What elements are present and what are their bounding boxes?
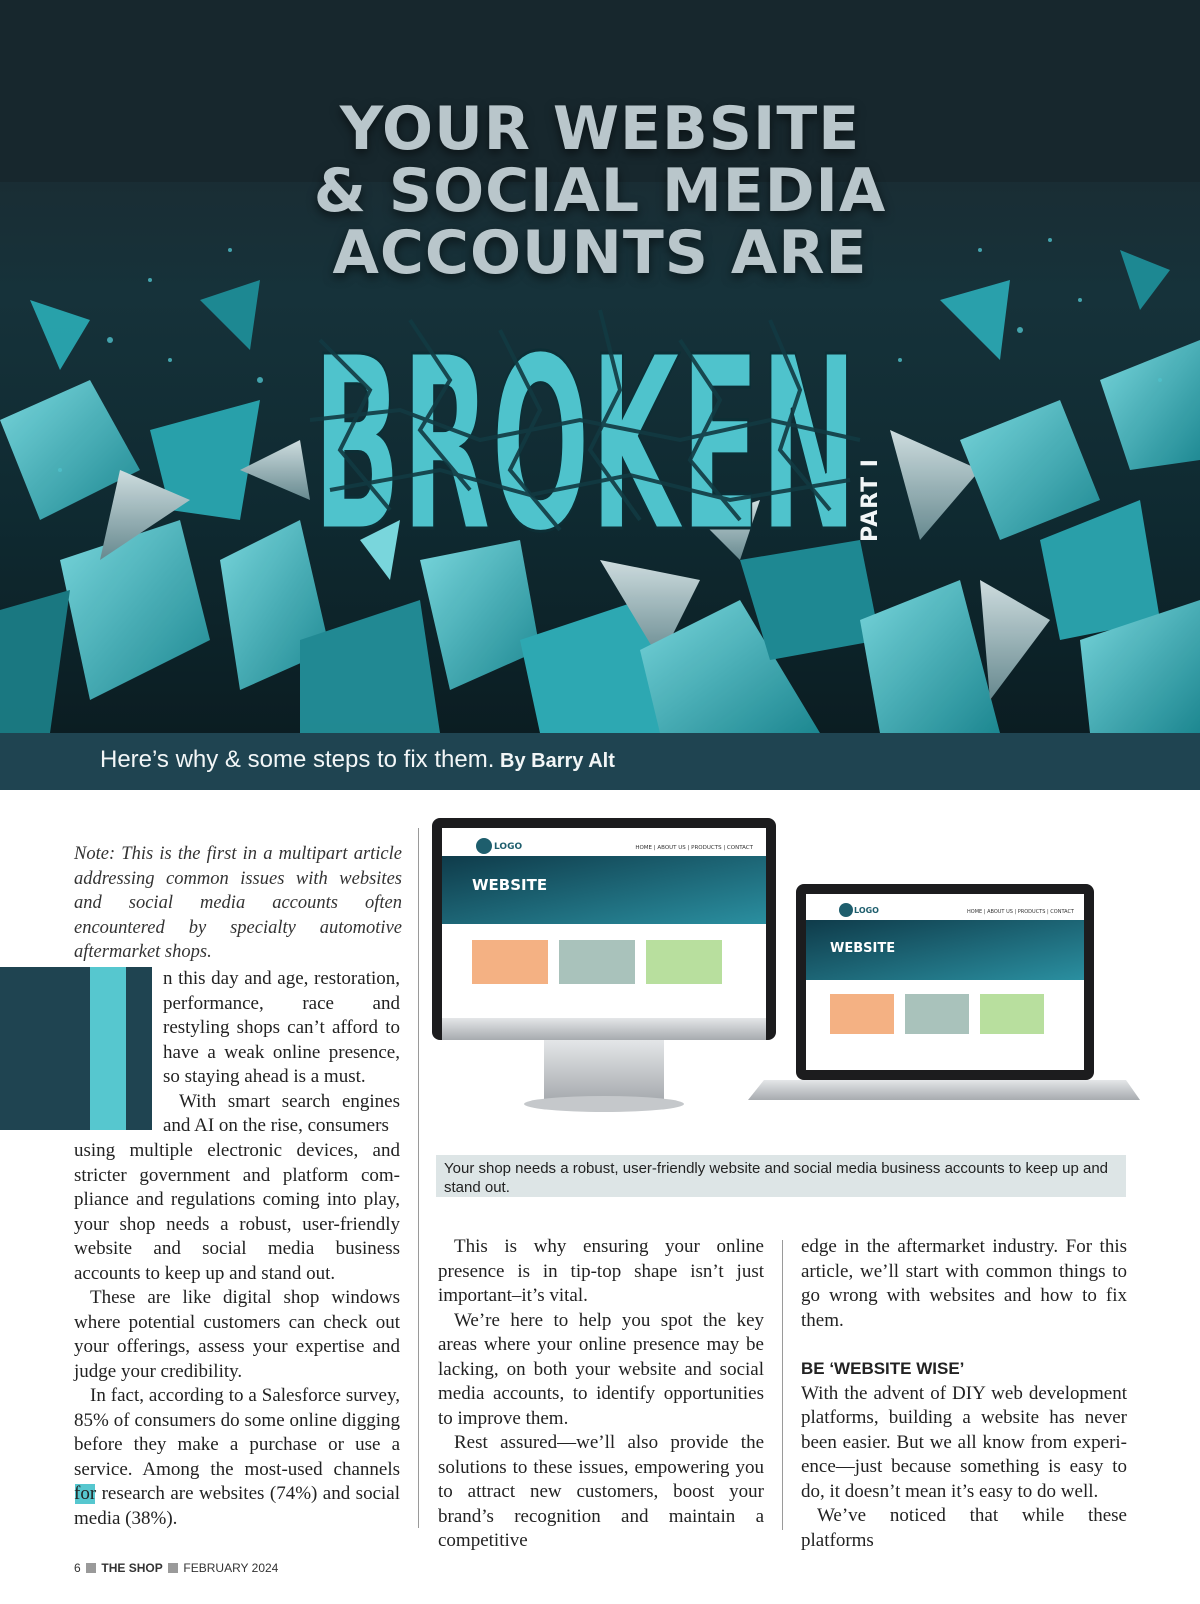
monitor-site-title: WEBSITE <box>472 876 548 894</box>
paragraph-2-rest: using multiple electronic devices, and stricter government and platform compliance and regulations coming into play, your shop needs a robust, user-friendly website and social media business accounts to keep up and stand out. <box>74 1140 400 1284</box>
c2-paragraph-1: This is why ensuring your online presence is in tip-top shape isn’t just important–it’s vital. <box>438 1236 764 1306</box>
headline <box>0 94 1200 288</box>
section-heading: BE ‘WEBSITE WISE’ <box>801 1359 965 1378</box>
laptop-logo: LOGO <box>854 906 879 915</box>
magazine-name: THE SHOP <box>101 1561 163 1575</box>
hero-image <box>0 0 1200 733</box>
c3-paragraph-3: We’ve noticed that while these platforms <box>801 1505 1127 1551</box>
byline: By Barry Alt <box>500 750 615 772</box>
monitor-logo: LOGO <box>494 842 523 852</box>
headline-line-1: YOUR WEBSITE <box>339 94 861 164</box>
broken-word: BROKEN <box>312 305 858 540</box>
column-3 <box>801 1235 1127 1553</box>
laptop-graphic <box>748 884 1140 1100</box>
monitor-nav: HOME | ABOUT US | PRODUCTS | CONTACT <box>635 845 753 851</box>
footer-square-icon <box>168 1563 178 1573</box>
column-1-top <box>163 967 400 1139</box>
drop-cap-letter <box>90 967 126 1130</box>
column-rule-2 <box>782 1240 783 1530</box>
deck-text: Here’s why & some steps to fix them. <box>100 746 495 773</box>
page-number: 6 <box>74 1561 81 1575</box>
headline-line-2: & SOCIAL MEDIA <box>313 156 887 226</box>
headline-line-3: ACCOUNTS ARE <box>332 218 868 288</box>
c3-paragraph-2: With the advent of DIY web development platforms, building a website has never been easier. But we all know from experience—just because something is easy to do, it doesn’t mean it’s easy to do well. <box>801 1382 1127 1502</box>
footer-square-icon <box>86 1563 96 1573</box>
column-rule-1 <box>418 828 419 1528</box>
c2-paragraph-3: Rest assured—we’ll also provide the solutions to these issues, empowering you to attract new customers, boost your brand’s recognition and maintain a competitive <box>438 1432 764 1551</box>
laptop-nav: HOME | ABOUT US | PRODUCTS | CONTACT <box>967 909 1074 915</box>
drop-cap-block <box>0 967 152 1130</box>
issue-date: FEBRUARY 2024 <box>183 1561 279 1575</box>
editor-note: Note: This is the first in a multipart article addressing common issues with websites and social media accounts often encountered by specialty automotive aftermarket shops. <box>74 844 402 962</box>
paragraph-1: n this day and age, restoration, performance, race and restyling shops can’t afford to have a weak online presence, so staying ahead is a must. <box>163 968 400 1087</box>
c2-paragraph-2: We’re here to help you spot the key areas where your online presence may be lacking, on both your website and social media accounts, to identify opportunities to improve them. <box>438 1309 764 1429</box>
devices-photo <box>428 818 1168 1140</box>
paragraph-4: In fact, according to a Salesforce survey, 85% of consumers do some online digging before they make a purchase or use a service. Among the most-used channels for research are websites (74%) and social media (38%). <box>74 1385 400 1529</box>
laptop-site-title: WEBSITE <box>830 941 896 956</box>
photo-caption: Your shop needs a robust, user-friendly website and social media business accounts to keep up and stand out. <box>436 1155 1126 1197</box>
c3-paragraph-1: edge in the aftermarket industry. For this article, we’ll start with common things to go wrong with websites and how to fix them. <box>801 1236 1127 1331</box>
part-label: PART I <box>858 458 883 542</box>
broken-word-graphic <box>300 300 870 540</box>
monitor-graphic <box>432 818 776 1112</box>
column-1-bottom <box>74 1139 400 1531</box>
paragraph-3: These are like digital shop windows where potential customers can check out your offerings, assess your expertise and judge your credibility. <box>74 1287 400 1382</box>
paragraph-2-start: With smart search engines and AI on the rise, consumers <box>163 1090 400 1136</box>
page-footer <box>74 1561 278 1575</box>
column-2 <box>438 1235 764 1554</box>
